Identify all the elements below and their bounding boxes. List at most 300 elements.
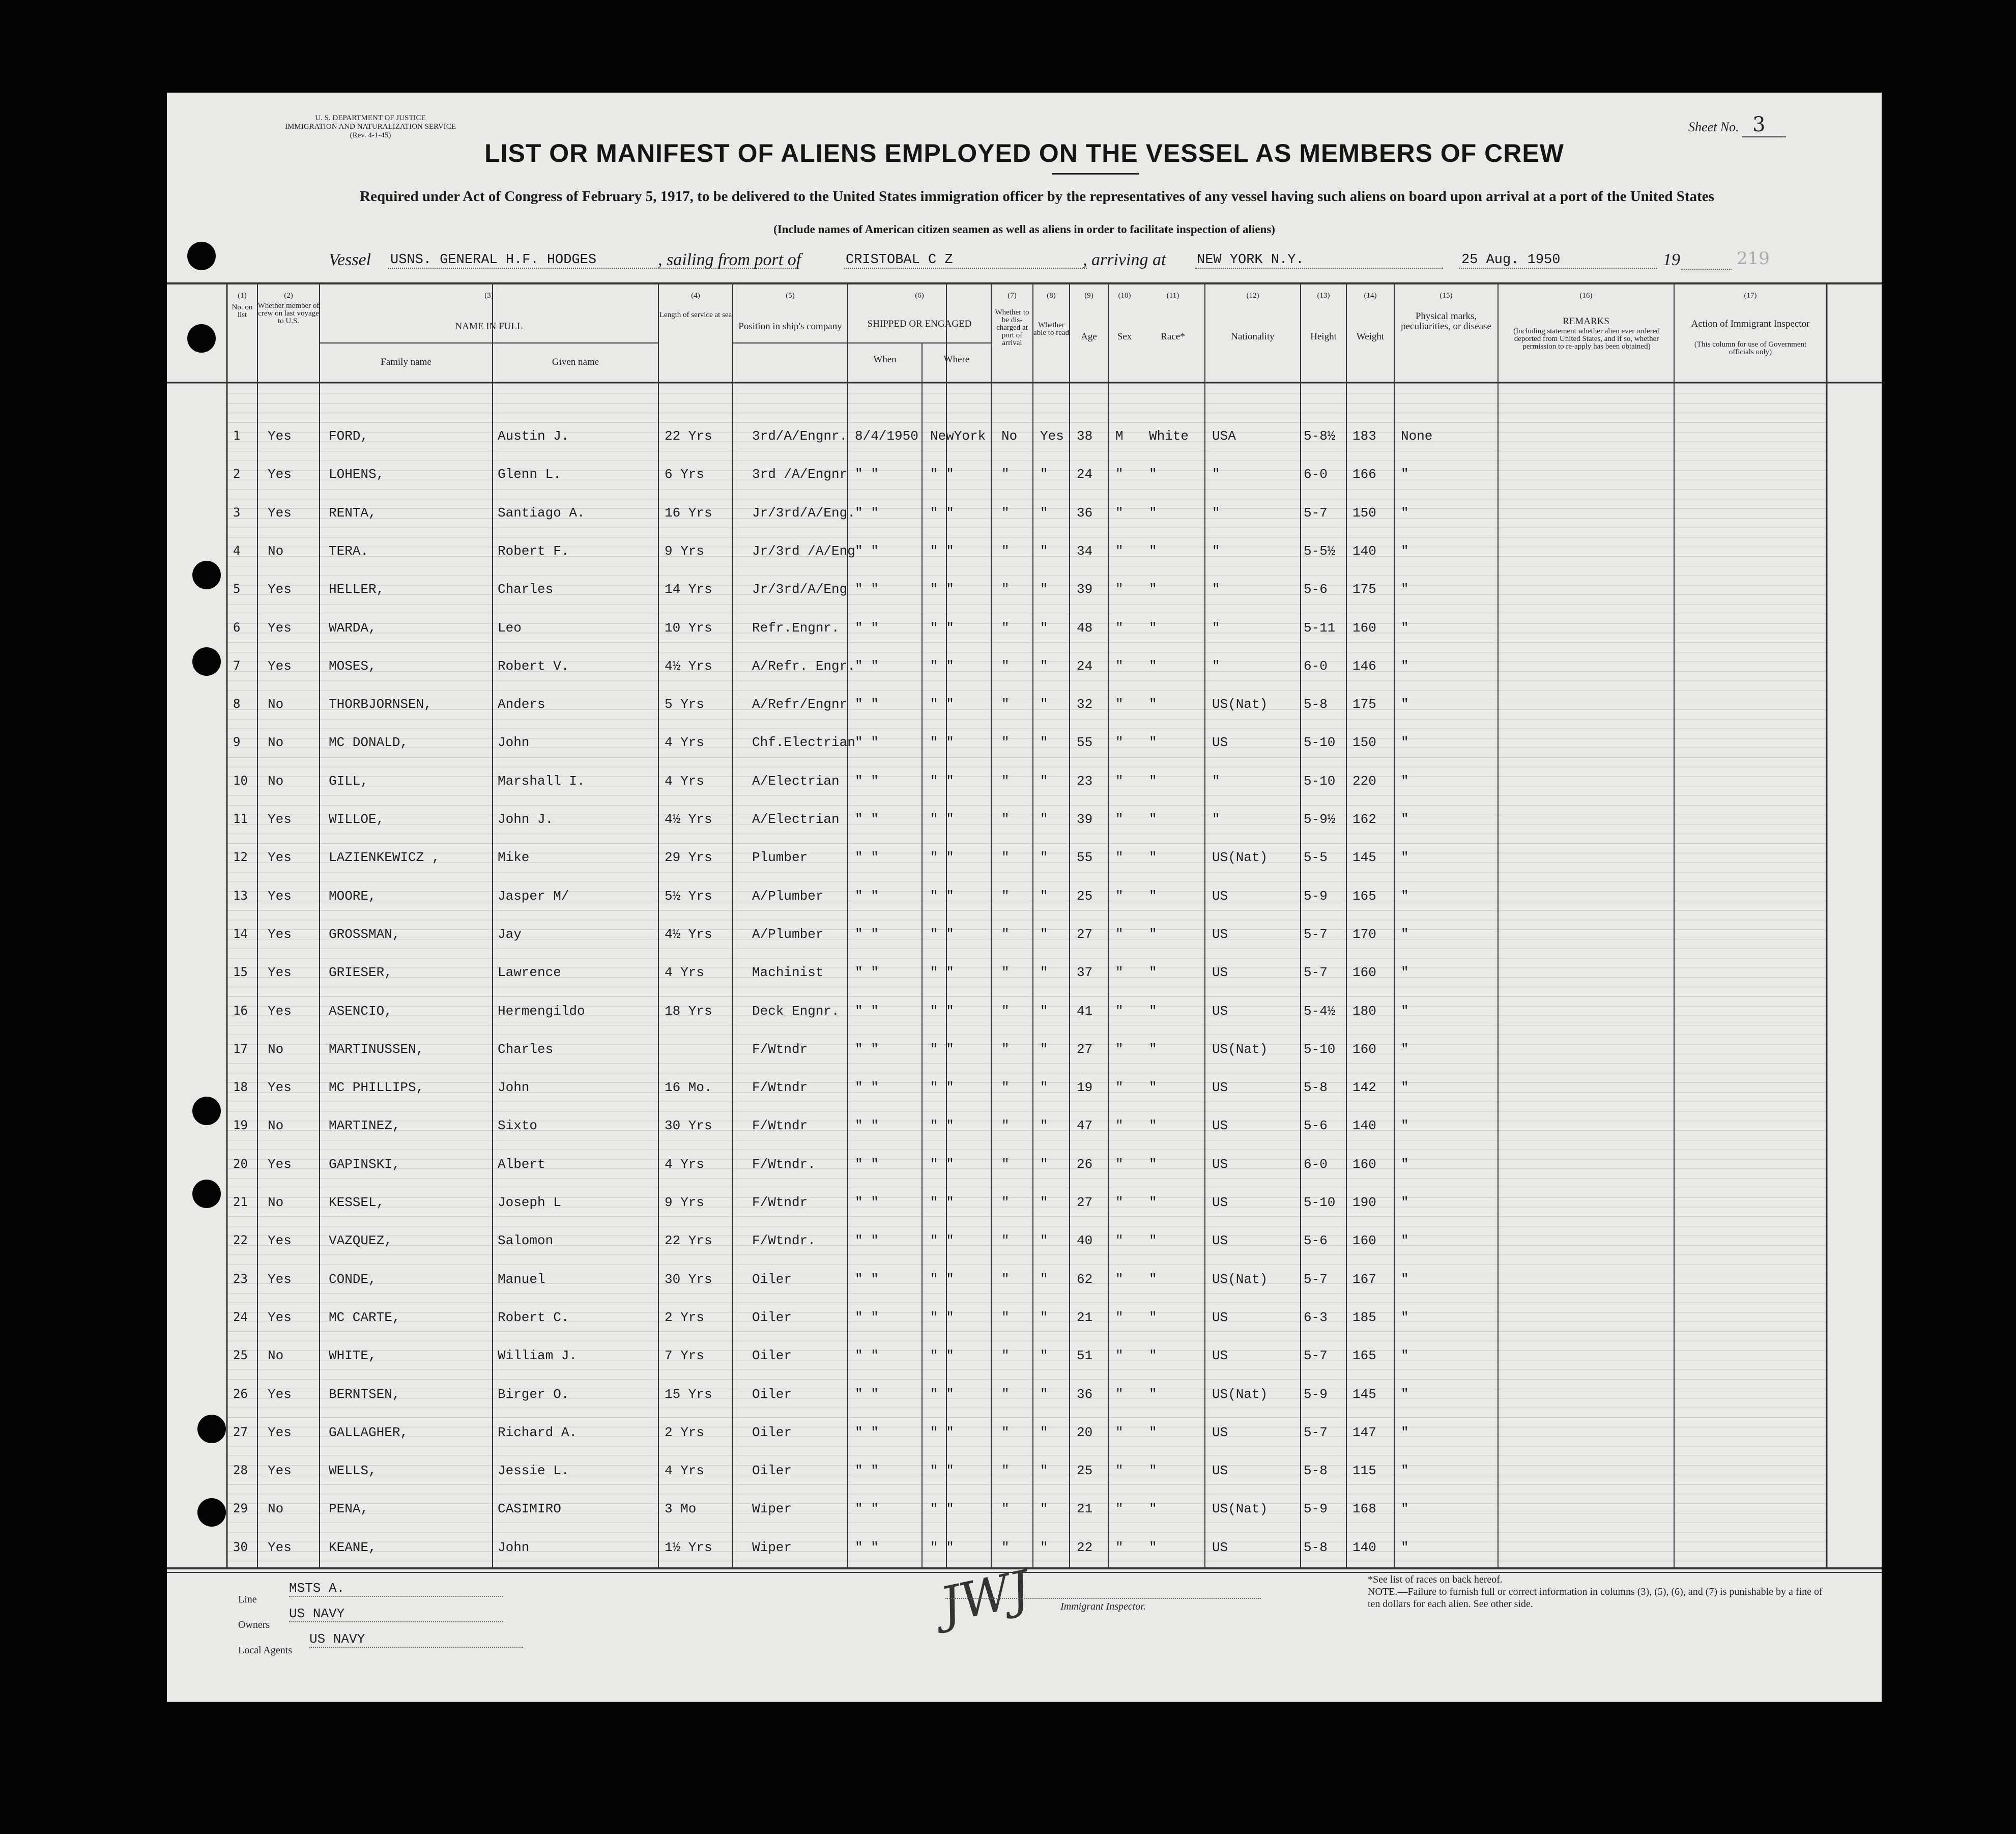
length-of-service: 30 Yrs xyxy=(665,1271,712,1287)
able-to-read: " xyxy=(1040,543,1048,559)
height: 5-7 xyxy=(1304,1424,1328,1440)
family-name: KESSEL, xyxy=(329,1195,385,1210)
race: " xyxy=(1149,620,1157,636)
position: Refr.Engnr. xyxy=(752,620,840,636)
penalty-note: NOTE.—Failure to furnish full or correct information in columns (3), (5), (6), and (7) is punishable by a fine of ten dollars for each alien. See other side. xyxy=(1368,1586,1823,1610)
sheet-number-label: Sheet No. xyxy=(1688,120,1739,134)
crew-last-voyage: No xyxy=(268,697,284,712)
given-name: Sixto xyxy=(498,1118,538,1134)
family-name: WELLS, xyxy=(329,1463,377,1479)
physical-marks: " xyxy=(1401,965,1409,981)
race: " xyxy=(1149,1348,1157,1364)
discharged: " xyxy=(1001,697,1010,712)
race: " xyxy=(1149,467,1157,482)
family-name: KEANE, xyxy=(329,1539,377,1555)
position: Machinist xyxy=(752,965,824,981)
shipped-where: " " xyxy=(930,697,954,712)
nationality: US xyxy=(1212,1539,1228,1555)
sex: " xyxy=(1115,1463,1124,1479)
able-to-read: " xyxy=(1040,1424,1048,1440)
length-of-service: 4 Yrs xyxy=(665,965,705,981)
header-race: Race* xyxy=(1161,331,1185,342)
height: 5-4½ xyxy=(1304,1003,1336,1019)
sex: " xyxy=(1115,850,1124,866)
nationality: US xyxy=(1212,1424,1228,1440)
given-name: John xyxy=(498,735,530,751)
age: 48 xyxy=(1077,620,1093,636)
crew-last-voyage: No xyxy=(268,735,284,751)
able-to-read: " xyxy=(1040,582,1048,597)
family-name: LAZIENKEWICZ , xyxy=(329,850,440,866)
shipped-when: " " xyxy=(855,735,879,751)
shipped-when: " " xyxy=(855,1501,879,1517)
weight: 165 xyxy=(1352,888,1376,904)
crew-last-voyage: Yes xyxy=(268,620,292,636)
sex: " xyxy=(1115,1386,1124,1402)
shipped-when: " " xyxy=(855,773,879,789)
position: 3rd /A/Engnr xyxy=(752,467,848,482)
row-number: 18 xyxy=(233,1080,248,1095)
column-number: (7) xyxy=(1007,292,1017,300)
height: 5-10 xyxy=(1304,1041,1336,1057)
shipped-when: " " xyxy=(855,1156,879,1172)
shipped-where: " " xyxy=(930,620,954,636)
shipped-when: " " xyxy=(855,620,879,636)
crew-last-voyage: No xyxy=(268,1501,284,1517)
weight: 175 xyxy=(1352,697,1376,712)
shipped-when: " " xyxy=(855,505,879,521)
shipped-where: " " xyxy=(930,1424,954,1440)
height: 5-5½ xyxy=(1304,543,1336,559)
race: " xyxy=(1149,888,1157,904)
given-name: Robert F. xyxy=(498,543,569,559)
agents-label: Local Agents xyxy=(238,1645,293,1656)
weight: 150 xyxy=(1352,505,1376,521)
sex: " xyxy=(1115,1424,1124,1440)
length-of-service: 16 Yrs xyxy=(665,505,712,521)
header-crew-last-voyage: Whether member of crew on last voyage to U.S. xyxy=(257,302,320,325)
sex: " xyxy=(1115,1539,1124,1555)
position: Oiler xyxy=(752,1463,792,1479)
inspector-label: Immigrant Inspector. xyxy=(945,1598,1261,1613)
nationality: US xyxy=(1212,1003,1228,1019)
height: 5-6 xyxy=(1304,1118,1328,1134)
nationality: " xyxy=(1212,582,1220,597)
weight: 183 xyxy=(1352,428,1376,444)
able-to-read: " xyxy=(1040,1463,1048,1479)
weight: 160 xyxy=(1352,620,1376,636)
row-number: 14 xyxy=(233,926,248,941)
given-name: Salomon xyxy=(498,1233,554,1249)
able-to-read: " xyxy=(1040,467,1048,482)
able-to-read: " xyxy=(1040,658,1048,674)
row-number: 12 xyxy=(233,850,248,865)
crew-last-voyage: Yes xyxy=(268,850,292,866)
crew-last-voyage: No xyxy=(268,1348,284,1364)
able-to-read: " xyxy=(1040,1501,1048,1517)
year-label: 19 xyxy=(1663,250,1680,269)
physical-marks: " xyxy=(1401,1463,1409,1479)
physical-marks: " xyxy=(1401,1539,1409,1555)
race: " xyxy=(1149,543,1157,559)
age: 23 xyxy=(1077,773,1093,789)
shipped-when: " " xyxy=(855,850,879,866)
row-number: 16 xyxy=(233,1003,248,1018)
column-number: (3) xyxy=(484,292,494,300)
nationality: " xyxy=(1212,543,1220,559)
race: " xyxy=(1149,1386,1157,1402)
manifest-sheet xyxy=(167,93,1882,1702)
physical-marks: " xyxy=(1401,467,1409,482)
given-name: Leo xyxy=(498,620,522,636)
nationality: US xyxy=(1212,1463,1228,1479)
row-number: 17 xyxy=(233,1041,248,1056)
requirement-text: Required under Act of Congress of February 5, 1917, to be delivered to the United States immigration officer by the representatives of any vessel having such aliens on board upon arrival at a port of the United States xyxy=(360,188,1714,205)
length-of-service: 5 Yrs xyxy=(665,697,705,712)
inspector-signature: JWJ xyxy=(935,1559,1035,1635)
crew-last-voyage: Yes xyxy=(268,1271,292,1287)
crew-last-voyage: Yes xyxy=(268,428,292,444)
crew-last-voyage: Yes xyxy=(268,658,292,674)
column-number: (10) xyxy=(1118,292,1131,300)
able-to-read: " xyxy=(1040,1539,1048,1555)
header-sex: Sex xyxy=(1117,331,1132,342)
shipped-where: " " xyxy=(930,1463,954,1479)
row-number: 13 xyxy=(233,888,248,903)
family-name: BERNTSEN, xyxy=(329,1386,400,1402)
family-name: FORD, xyxy=(329,428,369,444)
sex: " xyxy=(1115,1501,1124,1517)
able-to-read: " xyxy=(1040,1003,1048,1019)
given-name: Albert xyxy=(498,1156,545,1172)
discharged: " xyxy=(1001,1386,1010,1402)
weight: 160 xyxy=(1352,1233,1376,1249)
discharged: No xyxy=(1001,428,1018,444)
shipped-where: " " xyxy=(930,1080,954,1096)
shipped-when: 8/4/1950 xyxy=(855,428,918,444)
position: Chf.Electrian xyxy=(752,735,855,751)
sex: " xyxy=(1115,582,1124,597)
header-given-name: Given name xyxy=(552,357,599,367)
position: F/Wtndr. xyxy=(752,1233,816,1249)
punch-hole xyxy=(192,647,221,676)
age: 27 xyxy=(1077,1195,1093,1210)
family-name: LOHENS, xyxy=(329,467,385,482)
length-of-service: 2 Yrs xyxy=(665,1424,705,1440)
row-number: 23 xyxy=(233,1271,248,1286)
physical-marks: " xyxy=(1401,620,1409,636)
family-name: WARDA, xyxy=(329,620,377,636)
shipped-where: " " xyxy=(930,543,954,559)
shipped-where: " " xyxy=(930,850,954,866)
able-to-read: " xyxy=(1040,1080,1048,1096)
nationality: US(Nat) xyxy=(1212,1041,1268,1057)
position: F/Wtndr. xyxy=(752,1156,816,1172)
column-number: (11) xyxy=(1166,292,1179,300)
shipped-when: " " xyxy=(855,1195,879,1210)
row-number: 24 xyxy=(233,1309,248,1324)
physical-marks: " xyxy=(1401,735,1409,751)
able-to-read: " xyxy=(1040,697,1048,712)
age: 39 xyxy=(1077,582,1093,597)
weight: 168 xyxy=(1352,1501,1376,1517)
port-from: CRISTOBAL C Z xyxy=(844,252,1087,269)
footnote xyxy=(1368,1573,1836,1610)
length-of-service: 22 Yrs xyxy=(665,1233,712,1249)
nationality: " xyxy=(1212,505,1220,521)
given-name: Jessie L. xyxy=(498,1463,569,1479)
column-number: (13) xyxy=(1317,292,1330,300)
position: F/Wtndr xyxy=(752,1041,808,1057)
crew-last-voyage: Yes xyxy=(268,1463,292,1479)
sex: " xyxy=(1115,1003,1124,1019)
sex: M xyxy=(1115,428,1124,444)
discharged: " xyxy=(1001,1156,1010,1172)
row-number: 30 xyxy=(233,1539,248,1554)
length-of-service: 4½ Yrs xyxy=(665,926,712,942)
race: " xyxy=(1149,965,1157,981)
header-shipped-engaged: SHIPPED OR ENGAGED xyxy=(867,319,972,329)
crew-last-voyage: Yes xyxy=(268,888,292,904)
physical-marks: " xyxy=(1401,1080,1409,1096)
shipped-when: " " xyxy=(855,1539,879,1555)
weight: 162 xyxy=(1352,812,1376,827)
nationality: US xyxy=(1212,1309,1228,1325)
family-name: MARTINUSSEN, xyxy=(329,1041,424,1057)
weight: 160 xyxy=(1352,1156,1376,1172)
age: 55 xyxy=(1077,735,1093,751)
weight: 160 xyxy=(1352,1041,1376,1057)
family-name: WHITE, xyxy=(329,1348,377,1364)
age: 26 xyxy=(1077,1156,1093,1172)
include-note: (Include names of American citizen seamen as well as aliens in order to facilitate inspection of aliens) xyxy=(773,223,1275,236)
crew-last-voyage: No xyxy=(268,1195,284,1210)
age: 22 xyxy=(1077,1539,1093,1555)
weight: 140 xyxy=(1352,1539,1376,1555)
race: " xyxy=(1149,1041,1157,1057)
weight: 142 xyxy=(1352,1080,1376,1096)
discharged: " xyxy=(1001,543,1010,559)
given-name: Marshall I. xyxy=(498,773,585,789)
punch-hole xyxy=(197,1498,226,1527)
physical-marks: " xyxy=(1401,658,1409,674)
crew-last-voyage: Yes xyxy=(268,965,292,981)
nationality: US(Nat) xyxy=(1212,1271,1268,1287)
crew-last-voyage: Yes xyxy=(268,926,292,942)
physical-marks: " xyxy=(1401,926,1409,942)
shipped-when: " " xyxy=(855,1003,879,1019)
shipped-when: " " xyxy=(855,582,879,597)
age: 21 xyxy=(1077,1309,1093,1325)
row-number: 26 xyxy=(233,1386,248,1401)
height: 6-3 xyxy=(1304,1309,1328,1325)
height: 5-8 xyxy=(1304,1539,1328,1555)
weight: 165 xyxy=(1352,1348,1376,1364)
crew-last-voyage: Yes xyxy=(268,1386,292,1402)
row-number: 5 xyxy=(233,582,241,596)
position: Jr/3rd/A/Eng. xyxy=(752,505,855,521)
shipped-where: " " xyxy=(930,1118,954,1134)
shipped-where: " " xyxy=(930,888,954,904)
dept-line: U. S. DEPARTMENT OF JUSTICE xyxy=(315,114,426,122)
family-name: MARTINEZ, xyxy=(329,1118,400,1134)
sex: " xyxy=(1115,1271,1124,1287)
height: 5-5 xyxy=(1304,850,1328,866)
sex: " xyxy=(1115,467,1124,482)
age: 25 xyxy=(1077,888,1093,904)
physical-marks: " xyxy=(1401,888,1409,904)
row-number: 7 xyxy=(233,658,241,673)
position: A/Plumber xyxy=(752,926,824,942)
physical-marks: " xyxy=(1401,1003,1409,1019)
header-family-name: Family name xyxy=(381,357,431,367)
physical-marks: " xyxy=(1401,773,1409,789)
able-to-read: " xyxy=(1040,1195,1048,1210)
sex: " xyxy=(1115,888,1124,904)
family-name: WILLOE, xyxy=(329,812,385,827)
weight: 140 xyxy=(1352,1118,1376,1134)
shipped-when: " " xyxy=(855,1118,879,1134)
given-name: CASIMIRO xyxy=(498,1501,561,1517)
height: 5-10 xyxy=(1304,735,1336,751)
position: Wiper xyxy=(752,1539,792,1555)
header-age: Age xyxy=(1081,331,1097,342)
crew-last-voyage: Yes xyxy=(268,1539,292,1555)
crew-last-voyage: Yes xyxy=(268,812,292,827)
sheet-number-value: 3 xyxy=(1742,113,1785,137)
crew-last-voyage: Yes xyxy=(268,505,292,521)
given-name: Richard A. xyxy=(498,1424,578,1440)
physical-marks: " xyxy=(1401,1041,1409,1057)
length-of-service: 3 Mo xyxy=(665,1501,697,1517)
row-number: 29 xyxy=(233,1501,248,1516)
family-name: GRIESER, xyxy=(329,965,392,981)
family-name: TERA. xyxy=(329,543,369,559)
weight: 175 xyxy=(1352,582,1376,597)
shipped-where: " " xyxy=(930,1271,954,1287)
shipped-when: " " xyxy=(855,1348,879,1364)
able-to-read: " xyxy=(1040,850,1048,866)
height: 5-7 xyxy=(1304,1271,1328,1287)
discharged: " xyxy=(1001,1463,1010,1479)
race: " xyxy=(1149,1424,1157,1440)
nationality: US(Nat) xyxy=(1212,697,1268,712)
shipped-where: NewYork xyxy=(930,428,986,444)
age: 38 xyxy=(1077,428,1093,444)
position: A/Refr. Engr. xyxy=(752,658,855,674)
given-name: Mike xyxy=(498,850,530,866)
header-physical-marks: Physical marks, peculiarities, or disease xyxy=(1401,311,1491,332)
discharged: " xyxy=(1001,1195,1010,1210)
shipped-when: " " xyxy=(855,812,879,827)
length-of-service: 18 Yrs xyxy=(665,1003,712,1019)
shipped-when: " " xyxy=(855,697,879,712)
length-of-service: 4 Yrs xyxy=(665,1463,705,1479)
discharged: " xyxy=(1001,505,1010,521)
position: F/Wtndr xyxy=(752,1195,808,1210)
shipped-when: " " xyxy=(855,467,879,482)
discharged: " xyxy=(1001,1309,1010,1325)
race: " xyxy=(1149,812,1157,827)
shipped-where: " " xyxy=(930,1501,954,1517)
nationality: US xyxy=(1212,1118,1228,1134)
family-name: MOORE, xyxy=(329,888,377,904)
age: 24 xyxy=(1077,658,1093,674)
sex: " xyxy=(1115,1118,1124,1134)
row-number: 21 xyxy=(233,1195,248,1209)
shipped-when: " " xyxy=(855,1233,879,1249)
page-stamp: 219 xyxy=(1737,248,1770,269)
crew-last-voyage: No xyxy=(268,1041,284,1057)
physical-marks: " xyxy=(1401,812,1409,827)
race: " xyxy=(1149,1309,1157,1325)
length-of-service: 9 Yrs xyxy=(665,1195,705,1210)
able-to-read: " xyxy=(1040,1386,1048,1402)
position: Jr/3rd /A/Eng xyxy=(752,543,855,559)
given-name: Manuel xyxy=(498,1271,545,1287)
row-number: 8 xyxy=(233,697,241,711)
family-name: GROSSMAN, xyxy=(329,926,400,942)
height: 5-9 xyxy=(1304,1501,1328,1517)
position: Oiler xyxy=(752,1348,792,1364)
weight: 115 xyxy=(1352,1463,1376,1479)
column-number: (9) xyxy=(1084,292,1093,300)
given-name: Jay xyxy=(498,926,522,942)
crew-last-voyage: Yes xyxy=(268,1233,292,1249)
crew-last-voyage: Yes xyxy=(268,582,292,597)
age: 24 xyxy=(1077,467,1093,482)
position: F/Wtndr xyxy=(752,1080,808,1096)
given-name: Anders xyxy=(498,697,545,712)
race: " xyxy=(1149,1233,1157,1249)
physical-marks: " xyxy=(1401,1271,1409,1287)
family-name: HELLER, xyxy=(329,582,385,597)
header-remarks-note: (Including statement whether alien ever ordered deported from United States, and if so, whether permission to re-apply has been obtained) xyxy=(1513,327,1660,351)
sex: " xyxy=(1115,543,1124,559)
agents-value: US NAVY xyxy=(309,1631,523,1648)
row-number: 22 xyxy=(233,1233,248,1248)
crew-last-voyage: Yes xyxy=(268,1080,292,1096)
port-to: NEW YORK N.Y. xyxy=(1195,252,1443,269)
age: 27 xyxy=(1077,1041,1093,1057)
family-name: GALLAGHER, xyxy=(329,1424,409,1440)
race: " xyxy=(1149,850,1157,866)
physical-marks: " xyxy=(1401,1233,1409,1249)
given-name: Birger O. xyxy=(498,1386,569,1402)
position: Jr/3rd/A/Eng xyxy=(752,582,848,597)
family-name: VAZQUEZ, xyxy=(329,1233,392,1249)
given-name: Charles xyxy=(498,1041,554,1057)
nationality: " xyxy=(1212,658,1220,674)
sex: " xyxy=(1115,1195,1124,1210)
discharged: " xyxy=(1001,773,1010,789)
discharged: " xyxy=(1001,1539,1010,1555)
length-of-service: 2 Yrs xyxy=(665,1309,705,1325)
family-name: PENA, xyxy=(329,1501,369,1517)
weight: 190 xyxy=(1352,1195,1376,1210)
row-number: 3 xyxy=(233,505,241,520)
age: 51 xyxy=(1077,1348,1093,1364)
discharged: " xyxy=(1001,1003,1010,1019)
physical-marks: " xyxy=(1401,543,1409,559)
height: 5-9½ xyxy=(1304,812,1336,827)
header-position: Position in ship's company xyxy=(738,321,842,332)
header-name-in-full: NAME IN FULL xyxy=(455,321,523,332)
nationality: US(Nat) xyxy=(1212,1501,1268,1517)
physical-marks: " xyxy=(1401,1348,1409,1364)
shipped-where: " " xyxy=(930,926,954,942)
height: 5-10 xyxy=(1304,1195,1336,1210)
